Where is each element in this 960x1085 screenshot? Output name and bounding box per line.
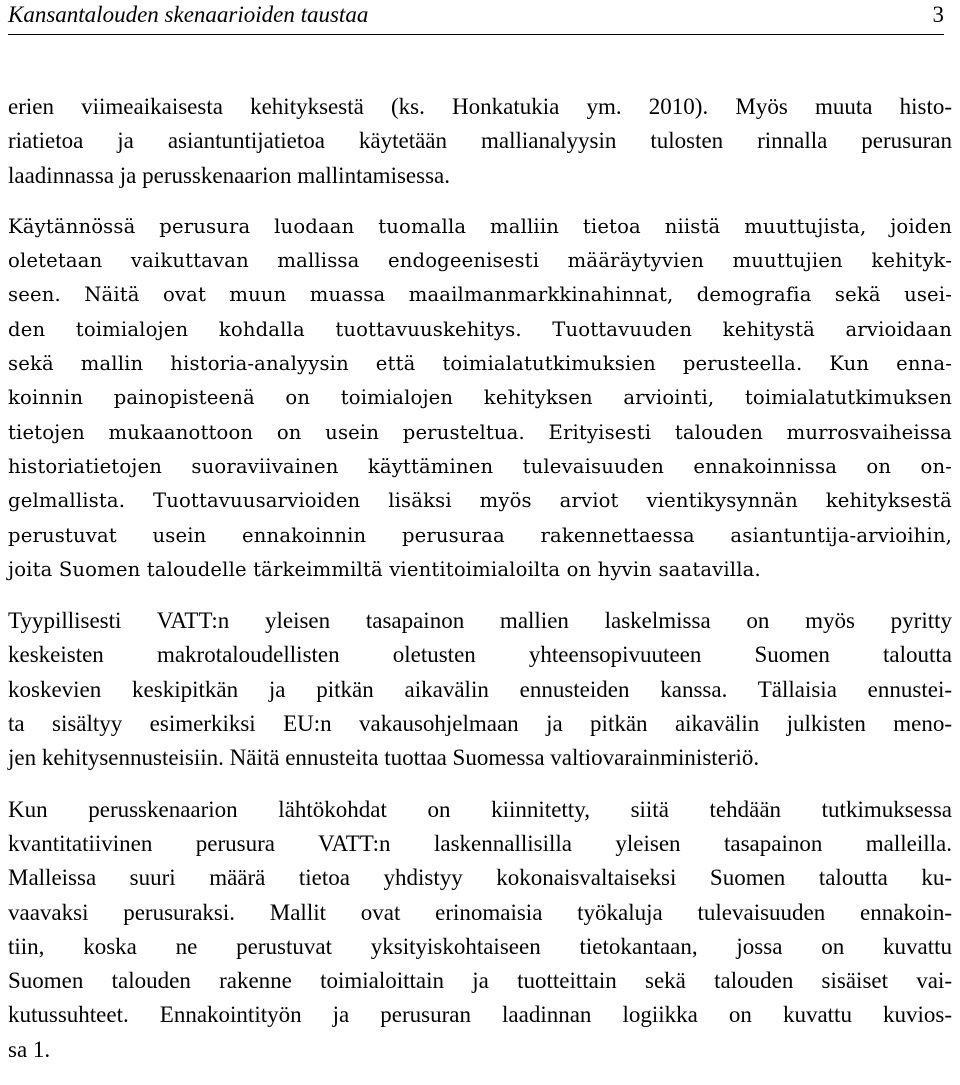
text-line: historiatietojen suoraviivainen käyttäminen tulevaisuuden ennakoinnissa on on-	[8, 454, 952, 478]
paragraph-2	[8, 210, 952, 587]
document-body	[8, 90, 952, 1067]
text-line: Kun perusskenaarion lähtökohdat on kiinnitetty, siitä tehdään tutkimuksessa	[8, 796, 952, 822]
page-number: 3	[932, 2, 944, 27]
running-header	[8, 0, 944, 35]
text-line: erien viimeaikaisesta kehityksestä (ks. Honkatukia ym. 2010). Myös muuta histo-	[8, 94, 952, 119]
text-line: keskeisten makrotaloudellisten oletusten yhteensopivuuteen Suomen taloutta	[8, 642, 952, 668]
text-line: sekä mallin historia-analyysin että toimialatutkimuksien perusteella. Kun enna-	[8, 352, 952, 376]
text-line: koskevien keskipitkän ja pitkän aikavälin ennusteiden kanssa. Tällaisia ennustei-	[8, 676, 952, 702]
text-line: kvantitatiivinen perusura VATT:n laskennallisilla yleisen tasapainon malleilla.	[8, 830, 952, 856]
text-line: riatietoa ja asiantuntijatietoa käytetään mallianalyysin tulosten rinnalla perusuran	[8, 128, 952, 154]
text-line: laadinnassa ja perusskenaarion mallintamisessa.	[8, 162, 450, 188]
text-line: ta sisältyy esimerkiksi EU:n vakausohjelmaan ja pitkän aikavälin julkisten meno-	[8, 711, 952, 737]
paragraph-3	[8, 604, 952, 775]
text-line: Käytännössä perusura luodaan tuomalla malliin tietoa niistä muuttujista, joiden	[8, 214, 952, 238]
text-line: tietojen mukaanottoon on usein perusteltua. Erityisesti talouden murrosvaiheissa	[8, 420, 952, 444]
text-line: joita Suomen taloudelle tärkeimmiltä vientitoimialoilta on hyvin saatavilla.	[8, 557, 761, 581]
text-line: gelmallista. Tuottavuusarvioiden lisäksi myös arviot vientikysynnän kehityksestä	[8, 489, 952, 513]
text-line: Suomen talouden rakenne toimialoittain ja tuotteittain sekä talouden sisäiset vai-	[8, 968, 952, 994]
text-line: den toimialojen kohdalla tuottavuuskehitys. Tuottavuuden kehitystä arvioidaan	[8, 317, 952, 341]
paragraph-4	[8, 793, 952, 1067]
text-line: vaavaksi perusuraksi. Mallit ovat erinomaisia työkaluja tulevaisuuden ennakoin-	[8, 899, 952, 925]
text-line: tiin, koska ne perustuvat yksityiskohtaiseen tietokantaan, jossa on kuvattu	[8, 933, 952, 959]
text-line: jen kehitysennusteisiin. Näitä ennusteita tuottaa Suomessa valtiovarainministeriö.	[8, 745, 760, 771]
text-line: sa 1.	[8, 1036, 51, 1062]
paragraph-1	[8, 90, 952, 193]
text-line: kutussuhteet. Ennakointityön ja perusuran laadinnan logiikka on kuvattu kuvios-	[8, 1002, 952, 1028]
text-line: koinnin painopisteenä on toimialojen kehityksen arviointi, toimialatutkimuksen	[8, 386, 952, 410]
header-title: Kansantalouden skenaarioiden taustaa	[8, 2, 369, 27]
text-line: perustuvat usein ennakoinnin perusuraa rakennettaessa asiantuntija-arvioihin,	[8, 523, 952, 547]
text-line: Tyypillisesti VATT:n yleisen tasapainon mallien laskelmissa on myös pyritty	[8, 608, 952, 634]
text-line: Malleissa suuri määrä tietoa yhdistyy kokonaisvaltaiseksi Suomen taloutta ku-	[8, 865, 952, 891]
text-line: seen. Näitä ovat muun muassa maailmanmarkkinahinnat, demografia sekä usei-	[8, 283, 952, 307]
text-line: oletetaan vaikuttavan mallissa endogeenisesti määräytyvien muuttujien kehityk-	[8, 249, 952, 273]
